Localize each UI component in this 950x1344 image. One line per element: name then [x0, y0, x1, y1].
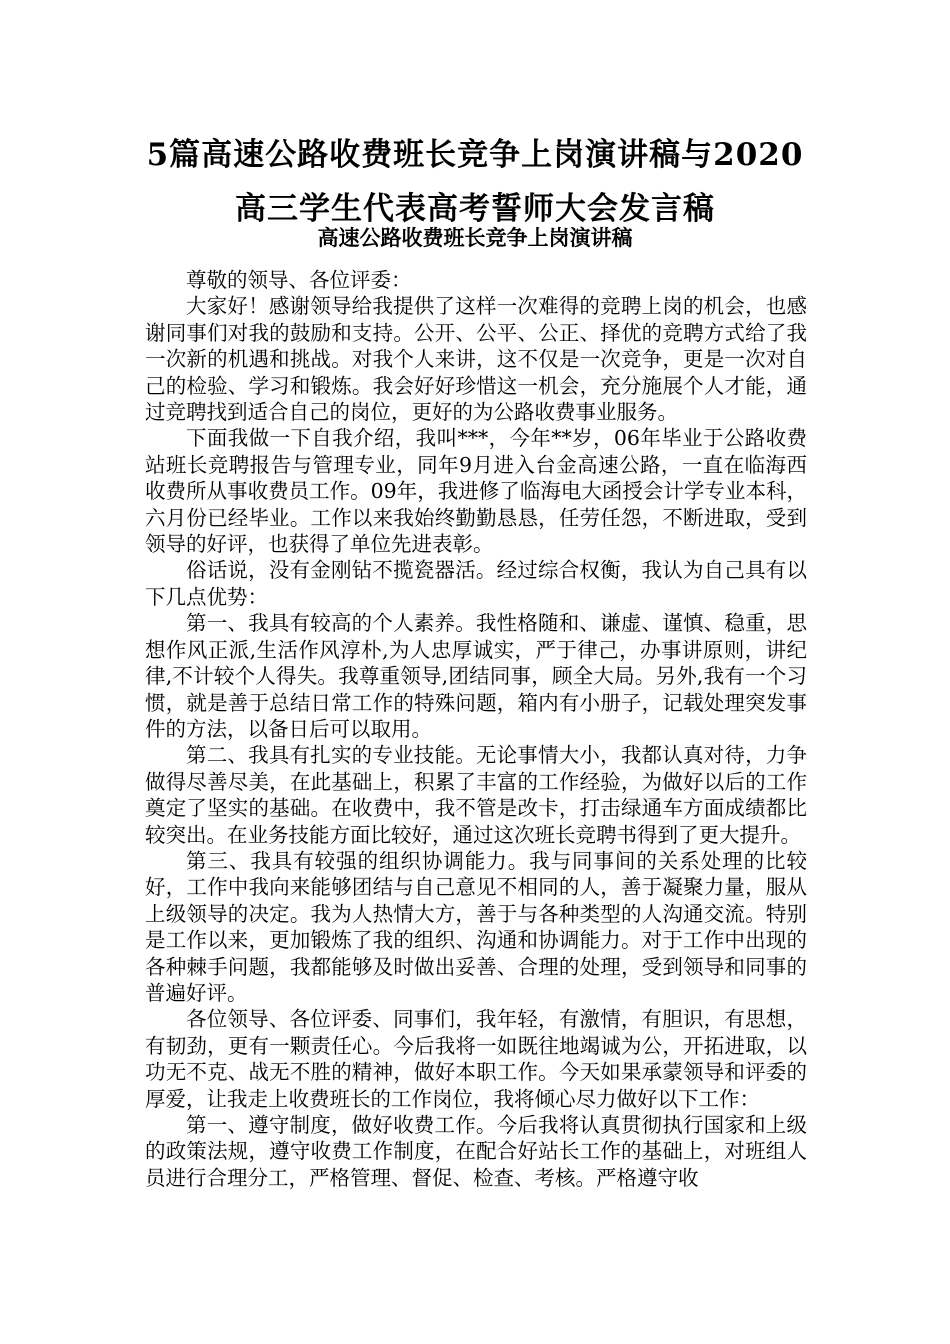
- document-body: [145, 267, 807, 1191]
- document-title: 5篇高速公路收费班长竞争上岗演讲稿与2020高三学生代表高考誓师大会发言稿: [146, 137, 804, 227]
- paragraph: 第一、遵守制度，做好收费工作。今后我将认真贯彻执行国家和上级的政策法规，遵守收费工作制度，在配合好站长工作的基础上，对班组人员进行合理分工，严格管理、督促、检查、考核。严格遵守收: [145, 1113, 807, 1190]
- document-subtitle: 高速公路收费班长竞争上岗演讲稿: [317, 225, 633, 250]
- paragraph: 各位领导、各位评委、同事们，我年轻，有激情，有胆识，有思想，有韧劲，更有一颗责任心。今后我将一如既往地竭诚为公，开拓进取，以功无不克、战无不胜的精神，做好本职工作。今天如果承蒙领导和评委的厚爱，让我走上收费班长的工作岗位，我将倾心尽力做好以下工作：: [145, 1007, 807, 1111]
- paragraph: 第二、我具有扎实的专业技能。无论事情大小，我都认真对待，力争做得尽善尽美，在此基础上，积累了丰富的工作经验，为做好以后的工作奠定了坚实的基础。在收费中，我不管是改卡，打击绿通车方面成绩都比较突出。在业务技能方面比较好，通过这次班长竞聘书得到了更大提升。: [145, 743, 807, 847]
- paragraph: 第一、我具有较高的个人素养。我性格随和、谦虚、谨慎、稳重，思想作风正派,生活作风淳朴,为人忠厚诚实，严于律己，办事讲原则，讲纪律,不计较个人得失。我尊重领导,团结同事，顾全大局。另外,我有一个习惯，就是善于总结日常工作的特殊问题，箱内有小册子，记载处理突发事件的方法，以备日后可以取用。: [145, 611, 807, 741]
- paragraph: 第三、我具有较强的组织协调能力。我与同事间的关系处理的比较好，工作中我向来能够团结与自己意见不相同的人，善于凝聚力量，服从上级领导的决定。我为人热情大方，善于与各种类型的人沟通交流。特别是工作以来，更加锻炼了我的组织、沟通和协调能力。对于工作中出现的各种棘手问题，我都能够及时做出妥善、合理的处理，受到领导和同事的普遍好评。: [145, 848, 807, 1005]
- paragraph-salutation: 尊敬的领导、各位评委：: [186, 268, 412, 292]
- paragraph: 大家好！感谢领导给我提供了这样一次难得的竞聘上岗的机会，也感谢同事们对我的鼓励和支持。公开、公平、公正、择优的竞聘方式给了我一次新的机遇和挑战。对我个人来讲，这不仅是一次竞争，更是一次对自己的检验、学习和锻炼。我会好好珍惜这一机会，充分施展个人才能，通过竞聘找到适合自己的岗位，更好的为公路收费事业服务。: [145, 294, 807, 425]
- paragraph: 下面我做一下自我介绍，我叫***，今年**岁，06年毕业于公路收费站班长竞聘报告与管理专业，同年9月进入台金高速公路，一直在临海西收费所从事收费员工作。09年，我进修了临海电大函授会计学专业本科，六月份已经毕业。工作以来我始终勤勤恳恳，任劳任怨，不断进取，受到领导的好评，也获得了单位先进表彰。: [145, 426, 807, 557]
- paragraph: 俗话说，没有金刚钻不揽瓷器活。经过综合权衡，我认为自己具有以下几点优势：: [145, 558, 807, 609]
